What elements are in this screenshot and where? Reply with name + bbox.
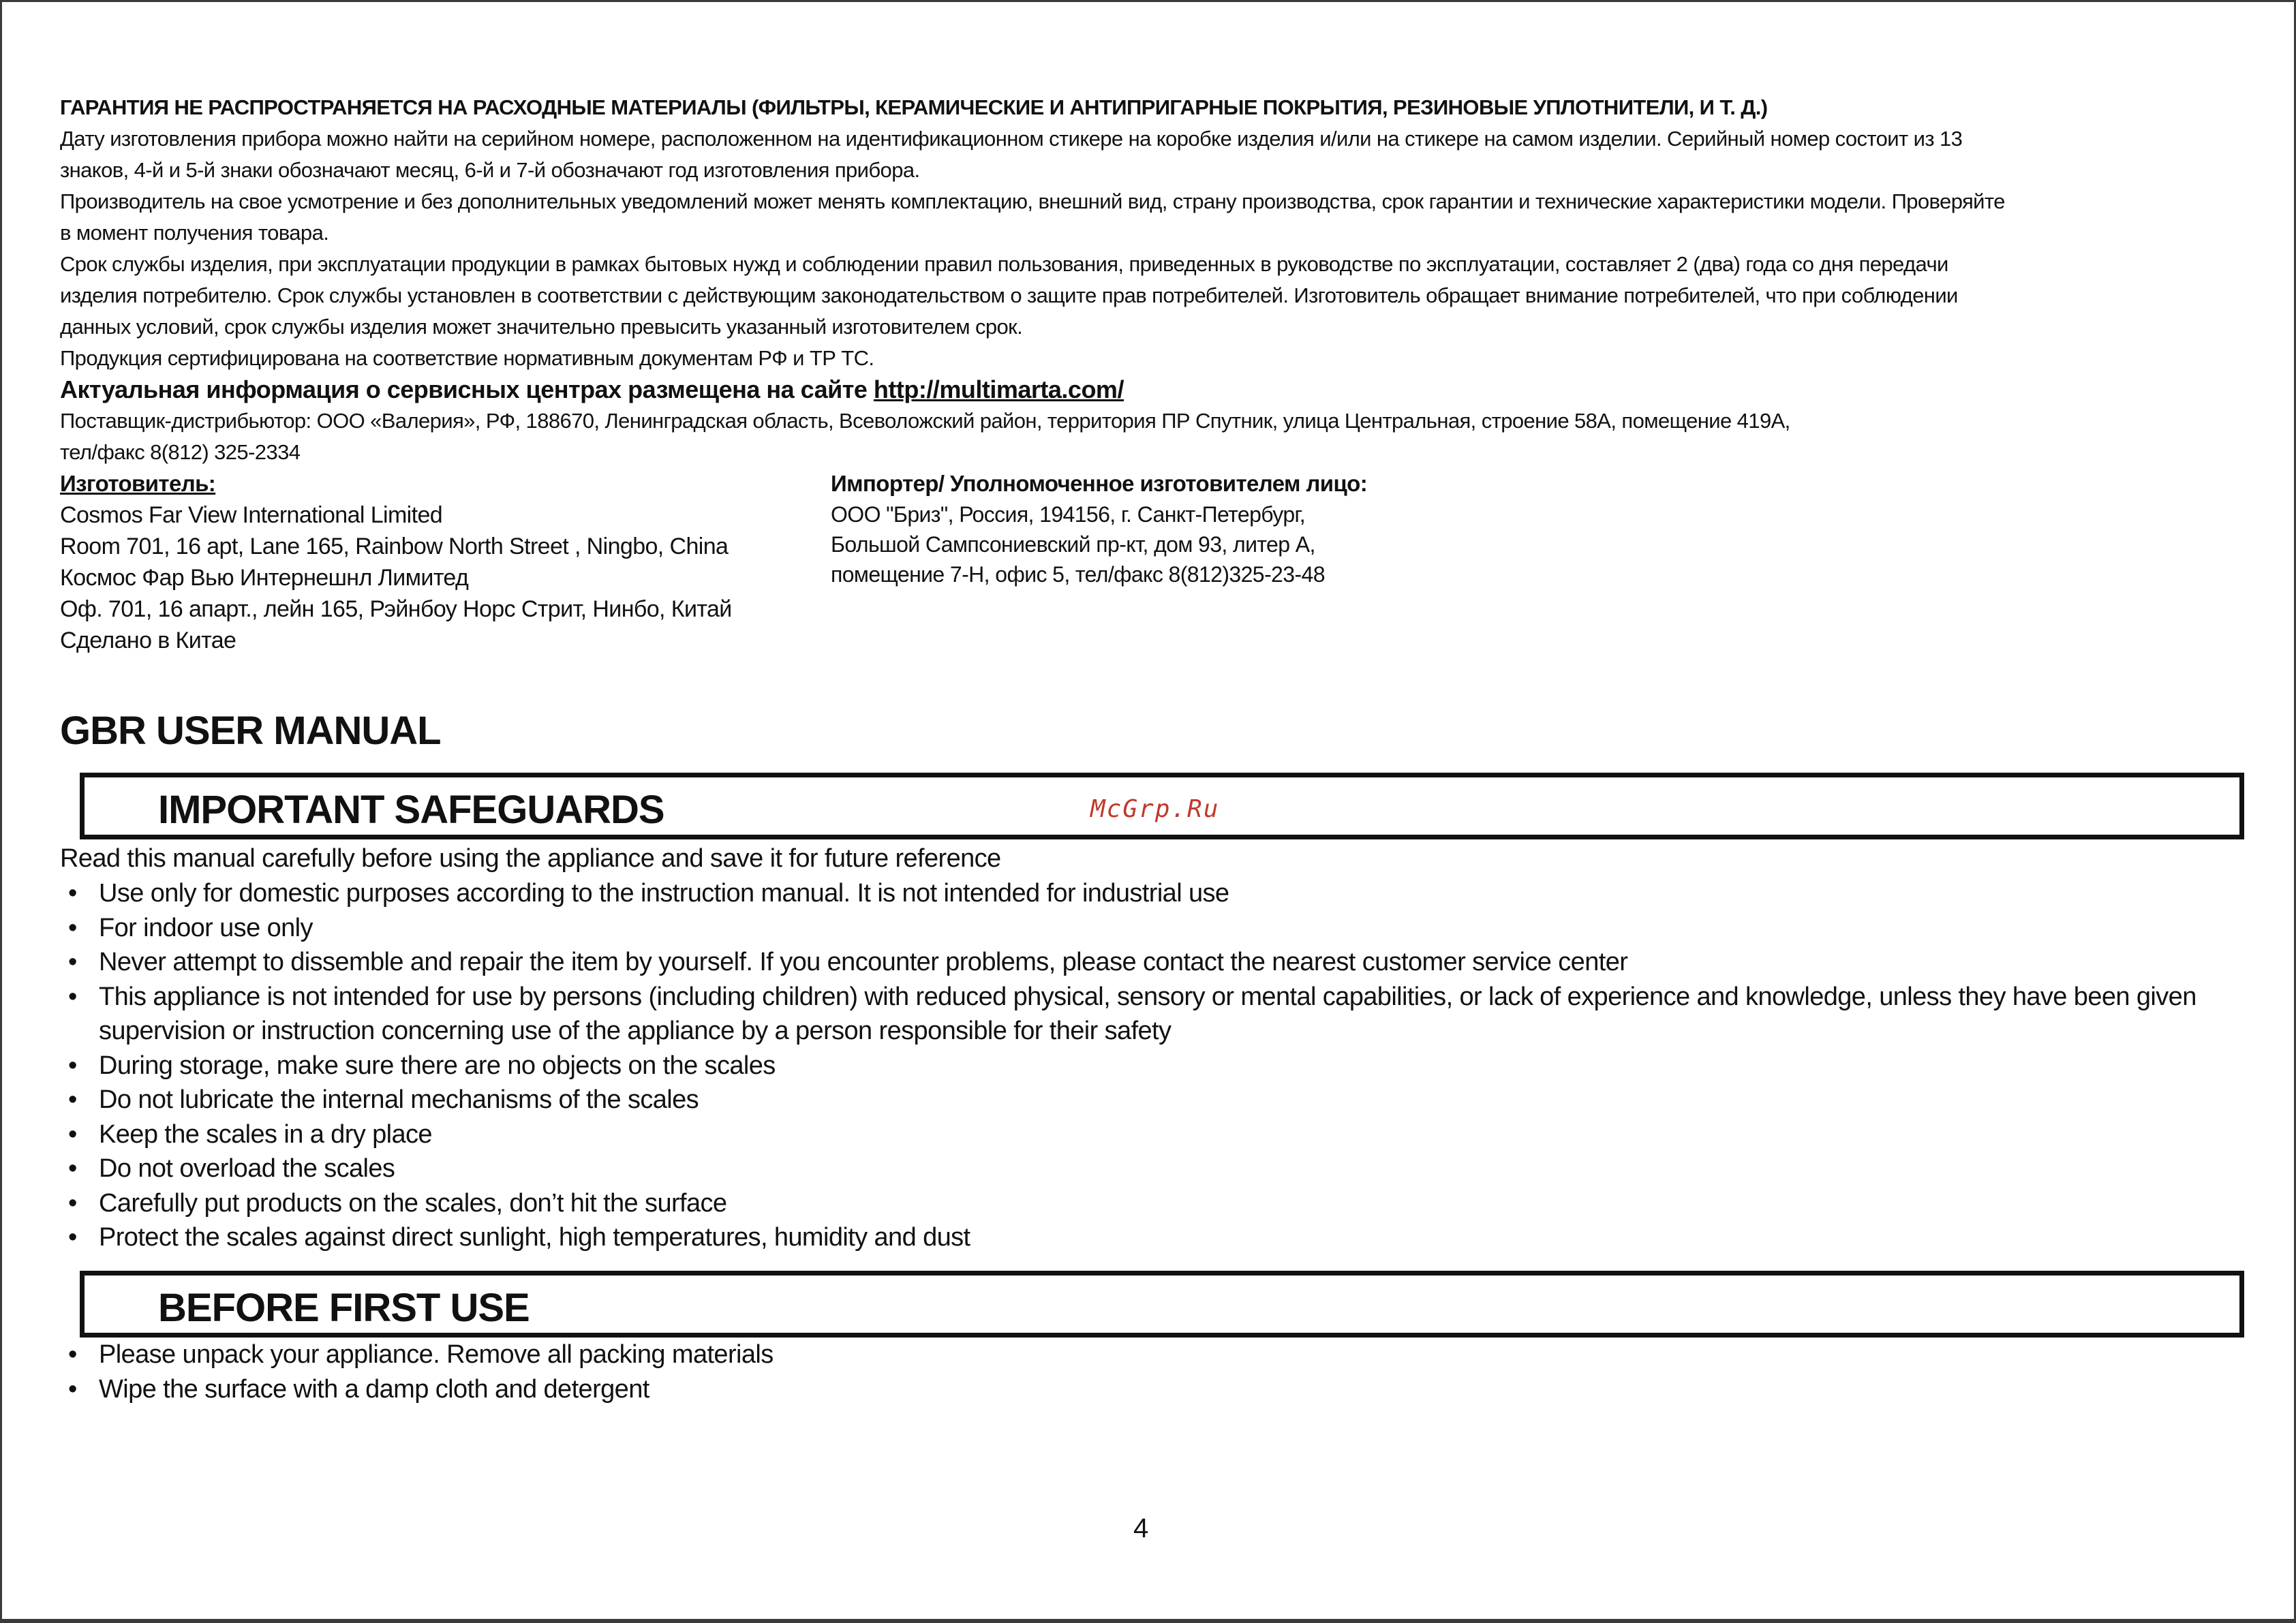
list-item [60, 1338, 2241, 1372]
service-center-text: Актуальная информация о сервисных центрах размещена на сайте [60, 375, 874, 403]
warranty-exclusion-notice: ГАРАНТИЯ НЕ РАСПРОСТРАНЯЕТСЯ НА РАСХОДНЫЕ МАТЕРИАЛЫ (ФИЛЬТРЫ, КЕРАМИЧЕСКИЕ И АНТИПРИГАРНЫЕ ПОКРЫТИЯ, РЕЗИНОВЫЕ УПЛОТНИТЕЛИ, И Т. Д.) [60, 95, 1768, 119]
info-line: изделия потребителю. Срок службы установлен в соответствии с действующим законодательством о защите прав потребителей. Изготовитель обращает внимание потребителей, что при соблюдении [60, 283, 1958, 307]
list-item [60, 1117, 2241, 1152]
list-item-text: Protect the scales against direct sunlight, high temperatures, humidity and dust [99, 1223, 970, 1252]
info-line: Дату изготовления прибора можно найти на серийном номере, расположенном на идентификационном стикере на коробке изделия и/или на стикере на самом изделии. Серийный номер состоит из 13 [60, 127, 1963, 151]
list-item-text: Please unpack your appliance. Remove all packing materials [99, 1340, 774, 1369]
first-use-list [60, 1338, 2241, 1406]
bullet-icon: • [68, 1188, 77, 1218]
importer-heading: Импортер/ Уполномоченное изготовителем лицо: [831, 471, 1368, 496]
manufacturer-line: Оф. 701, 16 апарт., лейн 165, Рэйнбоу Норс Стрит, Нинбо, Китай [60, 596, 732, 622]
manual-title: GBR USER MANUAL [60, 709, 441, 753]
list-item [60, 1220, 2241, 1255]
list-item [60, 1186, 2241, 1221]
list-item-text: Do not lubricate the internal mechanisms of the scales [99, 1085, 699, 1114]
russian-info-block [60, 92, 2241, 659]
list-item-text: This appliance is not intended for use by persons (including children) with reduced physical, sensory or mental capabilities, or lack of experience and knowledge, unless they have been given supervision or instruction concerning use of the appliance by a person responsible for their safety [99, 982, 2196, 1045]
info-line: в момент получения товара. [60, 221, 329, 245]
manufacturer-line: Космос Фар Вью Интернешнл Лимитед [60, 565, 469, 591]
supplier-line: тел/факс 8(812) 325-2334 [60, 440, 301, 464]
manufacturer-line: Сделано в Китае [60, 628, 236, 653]
safeguards-list [60, 876, 2241, 1255]
bullet-icon: • [68, 1085, 77, 1114]
safeguards-intro: Read this manual carefully before using the appliance and save it for future reference [60, 844, 1001, 873]
bullet-icon: • [68, 1119, 77, 1149]
info-line: Срок службы изделия, при эксплуатации продукции в рамках бытовых нужд и соблюдении правил пользования, приведенных в руководстве по эксплуатации, составляет 2 (два) года со дня передачи [60, 252, 1948, 276]
list-item-text: Do not overload the scales [99, 1154, 395, 1183]
importer-line: помещение 7-Н, офис 5, тел/факс 8(812)325-23-48 [831, 562, 1325, 587]
list-item-text: Never attempt to dissemble and repair the item by yourself. If you encounter problems, please contact the nearest customer service center [99, 948, 1628, 976]
info-line: данных условий, срок службы изделия может значительно превысить указанный изготовителем срок. [60, 315, 1023, 339]
safeguards-title: IMPORTANT SAFEGUARDS [158, 788, 664, 832]
importer-line: ООО "Бриз", Россия, 194156, г. Санкт-Петербург, [831, 502, 1305, 527]
list-item [60, 1372, 2241, 1407]
watermark: McGrp.Ru [1090, 795, 1220, 823]
bullet-icon: • [68, 1154, 77, 1183]
first-use-header-box [80, 1271, 2244, 1338]
info-line: Продукция сертифицирована на соответствие нормативным документам РФ и ТР ТС. [60, 346, 874, 370]
bullet-icon: • [68, 948, 77, 976]
manufacturer-heading: Изготовитель: [60, 471, 216, 496]
importer-line: Большой Сампсониевский пр-кт, дом 93, литер А, [831, 532, 1315, 557]
list-item [60, 1151, 2241, 1186]
bullet-icon: • [68, 1223, 77, 1252]
list-item [60, 1083, 2241, 1117]
list-item-text: Carefully put products on the scales, don’t hit the surface [99, 1188, 727, 1218]
bullet-icon: • [68, 1374, 77, 1404]
first-use-title: BEFORE FIRST USE [158, 1286, 530, 1330]
page-number: 4 [1133, 1513, 1149, 1543]
contacts-columns [60, 468, 2241, 659]
bullet-icon: • [68, 913, 77, 942]
manufacturer-line: Cosmos Far View International Limited [60, 502, 443, 528]
info-line: знаков, 4-й и 5-й знаки обозначают месяц, 6-й и 7-й обозначают год изготовления прибора. [60, 158, 920, 182]
importer-block [831, 468, 1367, 589]
list-item-text: Wipe the surface with a damp cloth and detergent [99, 1374, 649, 1404]
list-item-text: Keep the scales in a dry place [99, 1119, 432, 1149]
bullet-icon: • [68, 1340, 77, 1369]
bullet-icon: • [68, 982, 77, 1011]
list-item [60, 876, 2241, 911]
info-line: Производитель на свое усмотрение и без дополнительных уведомлений может менять комплектацию, внешний вид, страну производства, срок гарантии и технические характеристики модели. Проверяйте [60, 189, 2005, 213]
list-item-text: For indoor use only [99, 913, 313, 942]
bullet-icon: • [68, 1051, 77, 1080]
service-center-link[interactable]: http://multimarta.com/ [873, 375, 1124, 403]
manufacturer-line: Room 701, 16 apt, Lane 165, Rainbow North Street , Ningbo, China [60, 534, 729, 559]
service-center-info [60, 374, 2241, 405]
supplier-line: Поставщик-дистрибьютор: ООО «Валерия», РФ, 188670, Ленинградская область, Всеволожский район, территория ПР Спутник, улица Центральная, строение 58А, помещение 419А, [60, 409, 1790, 433]
list-item-text: Use only for domestic purposes according to the instruction manual. It is not intended for industrial use [99, 879, 1229, 908]
list-item [60, 980, 2241, 1049]
list-item [60, 1049, 2241, 1083]
list-item [60, 945, 2241, 980]
manufacturer-block [60, 468, 732, 656]
safeguards-header-box [80, 773, 2244, 839]
list-item-text: During storage, make sure there are no objects on the scales [99, 1051, 776, 1080]
list-item [60, 911, 2241, 946]
bullet-icon: • [68, 879, 77, 908]
